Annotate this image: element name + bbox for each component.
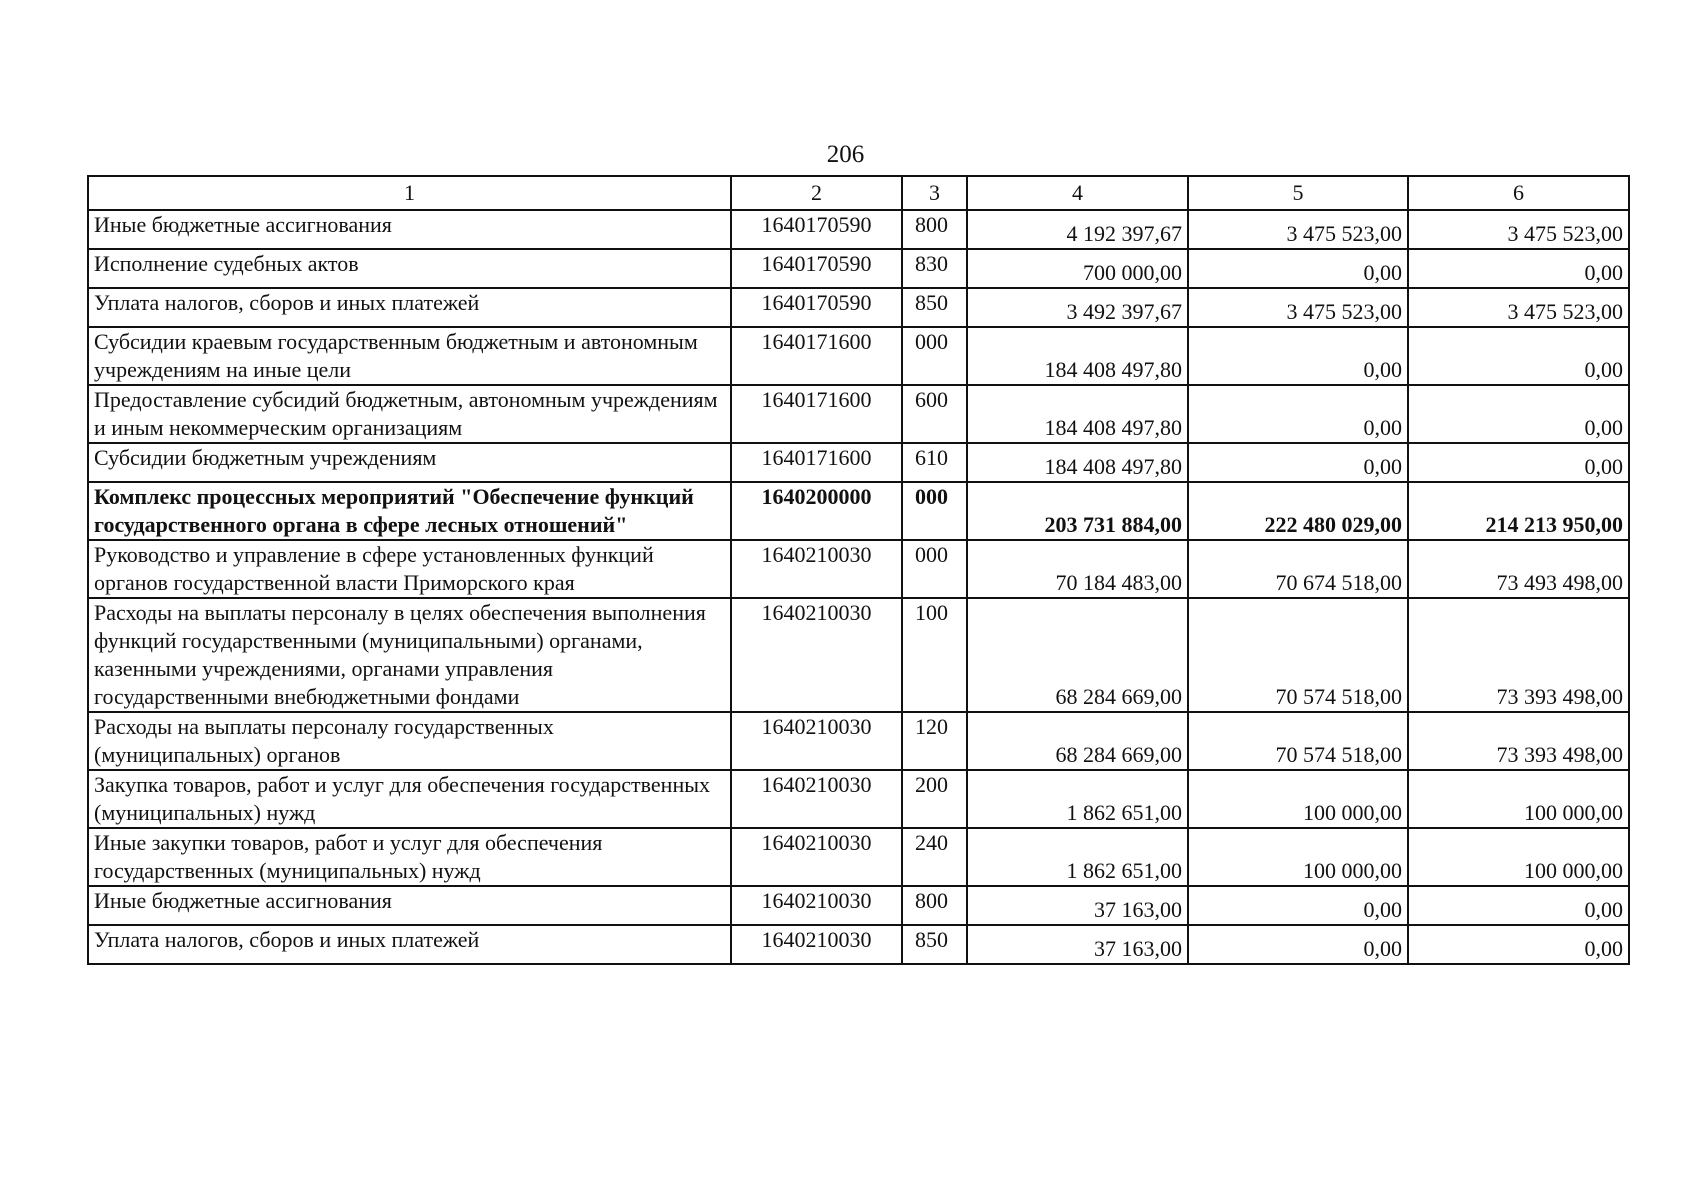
column-header-3: 3 [902,176,967,210]
cell-expense-type: 610 [902,443,967,482]
cell-expense-type: 120 [902,712,967,770]
cell-target-code: 1640210030 [731,770,902,828]
table-row [88,598,1629,712]
cell-amount-col4: 3 492 397,67 [967,288,1188,327]
cell-amount-col4: 1 862 651,00 [967,828,1188,886]
cell-amount-col4: 184 408 497,80 [967,443,1188,482]
table-header-row [88,176,1629,210]
cell-amount-col4: 203 731 884,00 [967,482,1188,540]
table-row [88,385,1629,443]
cell-amount-col4: 68 284 669,00 [967,712,1188,770]
cell-target-code: 1640171600 [731,443,902,482]
cell-amount-col5: 3 475 523,00 [1188,210,1408,249]
cell-amount-col5: 3 475 523,00 [1188,288,1408,327]
cell-amount-col4: 37 163,00 [967,886,1188,925]
cell-target-code: 1640210030 [731,828,902,886]
table-row [88,886,1629,925]
cell-amount-col5: 0,00 [1188,443,1408,482]
cell-name: Уплата налогов, сборов и иных платежей [88,925,731,964]
table-row [88,210,1629,249]
cell-expense-type: 200 [902,770,967,828]
cell-target-code: 1640200000 [731,482,902,540]
cell-name: Предоставление субсидий бюджетным, автономным учреждениям и иным некоммерческим организациям [88,385,731,443]
column-header-4: 4 [967,176,1188,210]
cell-name: Исполнение судебных актов [88,249,731,288]
cell-amount-col5: 222 480 029,00 [1188,482,1408,540]
cell-name: Иные бюджетные ассигнования [88,886,731,925]
column-header-1: 1 [88,176,731,210]
cell-expense-type: 240 [902,828,967,886]
column-header-6: 6 [1408,176,1629,210]
cell-amount-col5: 0,00 [1188,249,1408,288]
cell-expense-type: 800 [902,210,967,249]
cell-amount-col5: 0,00 [1188,886,1408,925]
cell-amount-col6: 214 213 950,00 [1408,482,1629,540]
cell-target-code: 1640210030 [731,598,902,712]
cell-name: Расходы на выплаты персоналу государственных (муниципальных) органов [88,712,731,770]
cell-name: Закупка товаров, работ и услуг для обеспечения государственных (муниципальных) нужд [88,770,731,828]
cell-amount-col4: 184 408 497,80 [967,327,1188,385]
cell-target-code: 1640171600 [731,327,902,385]
cell-amount-col5: 70 674 518,00 [1188,540,1408,598]
cell-target-code: 1640171600 [731,385,902,443]
cell-expense-type: 600 [902,385,967,443]
cell-target-code: 1640170590 [731,249,902,288]
cell-amount-col4: 184 408 497,80 [967,385,1188,443]
table-row [88,540,1629,598]
cell-name: Субсидии бюджетным учреждениям [88,443,731,482]
cell-amount-col6: 0,00 [1408,385,1629,443]
cell-expense-type: 850 [902,288,967,327]
cell-target-code: 1640210030 [731,925,902,964]
cell-amount-col6: 73 393 498,00 [1408,598,1629,712]
table-row [88,443,1629,482]
cell-amount-col5: 100 000,00 [1188,828,1408,886]
cell-amount-col5: 70 574 518,00 [1188,712,1408,770]
column-header-2: 2 [731,176,902,210]
cell-amount-col6: 3 475 523,00 [1408,288,1629,327]
cell-amount-col4: 68 284 669,00 [967,598,1188,712]
cell-amount-col6: 73 393 498,00 [1408,712,1629,770]
table-row [88,327,1629,385]
cell-amount-col6: 0,00 [1408,443,1629,482]
cell-amount-col6: 0,00 [1408,249,1629,288]
cell-target-code: 1640210030 [731,712,902,770]
cell-expense-type: 000 [902,327,967,385]
cell-amount-col4: 70 184 483,00 [967,540,1188,598]
cell-expense-type: 000 [902,540,967,598]
cell-amount-col4: 37 163,00 [967,925,1188,964]
table-row [88,288,1629,327]
cell-amount-col6: 100 000,00 [1408,828,1629,886]
cell-name: Иные бюджетные ассигнования [88,210,731,249]
cell-target-code: 1640210030 [731,886,902,925]
table-row [88,482,1629,540]
cell-amount-col6: 73 493 498,00 [1408,540,1629,598]
cell-target-code: 1640170590 [731,288,902,327]
cell-expense-type: 800 [902,886,967,925]
cell-target-code: 1640210030 [731,540,902,598]
cell-name: Комплекс процессных мероприятий "Обеспечение функций государственного органа в сфере лесных отношений" [88,482,731,540]
cell-amount-col6: 0,00 [1408,925,1629,964]
table-row [88,770,1629,828]
page-number: 206 [826,141,865,168]
cell-expense-type: 000 [902,482,967,540]
cell-amount-col4: 4 192 397,67 [967,210,1188,249]
table-row [88,925,1629,964]
cell-amount-col5: 100 000,00 [1188,770,1408,828]
cell-expense-type: 100 [902,598,967,712]
cell-name: Уплата налогов, сборов и иных платежей [88,288,731,327]
cell-amount-col6: 100 000,00 [1408,770,1629,828]
cell-amount-col5: 0,00 [1188,925,1408,964]
table-row [88,249,1629,288]
budget-table [87,175,1630,965]
cell-expense-type: 830 [902,249,967,288]
cell-amount-col6: 3 475 523,00 [1408,210,1629,249]
column-header-5: 5 [1188,176,1408,210]
cell-name: Руководство и управление в сфере установленных функций органов государственной власти Приморского края [88,540,731,598]
cell-amount-col5: 0,00 [1188,327,1408,385]
cell-amount-col6: 0,00 [1408,886,1629,925]
cell-target-code: 1640170590 [731,210,902,249]
cell-amount-col5: 0,00 [1188,385,1408,443]
cell-name: Иные закупки товаров, работ и услуг для обеспечения государственных (муниципальных) нужд [88,828,731,886]
cell-expense-type: 850 [902,925,967,964]
cell-amount-col4: 700 000,00 [967,249,1188,288]
cell-amount-col6: 0,00 [1408,327,1629,385]
cell-amount-col4: 1 862 651,00 [967,770,1188,828]
cell-name: Расходы на выплаты персоналу в целях обеспечения выполнения функций государственными (муниципальными) органами, казенными учреждениями, органами управления государственными внебюджетными фондами [88,598,731,712]
table-row [88,712,1629,770]
cell-name: Субсидии краевым государственным бюджетным и автономным учреждениям на иные цели [88,327,731,385]
cell-amount-col5: 70 574 518,00 [1188,598,1408,712]
table-row [88,828,1629,886]
